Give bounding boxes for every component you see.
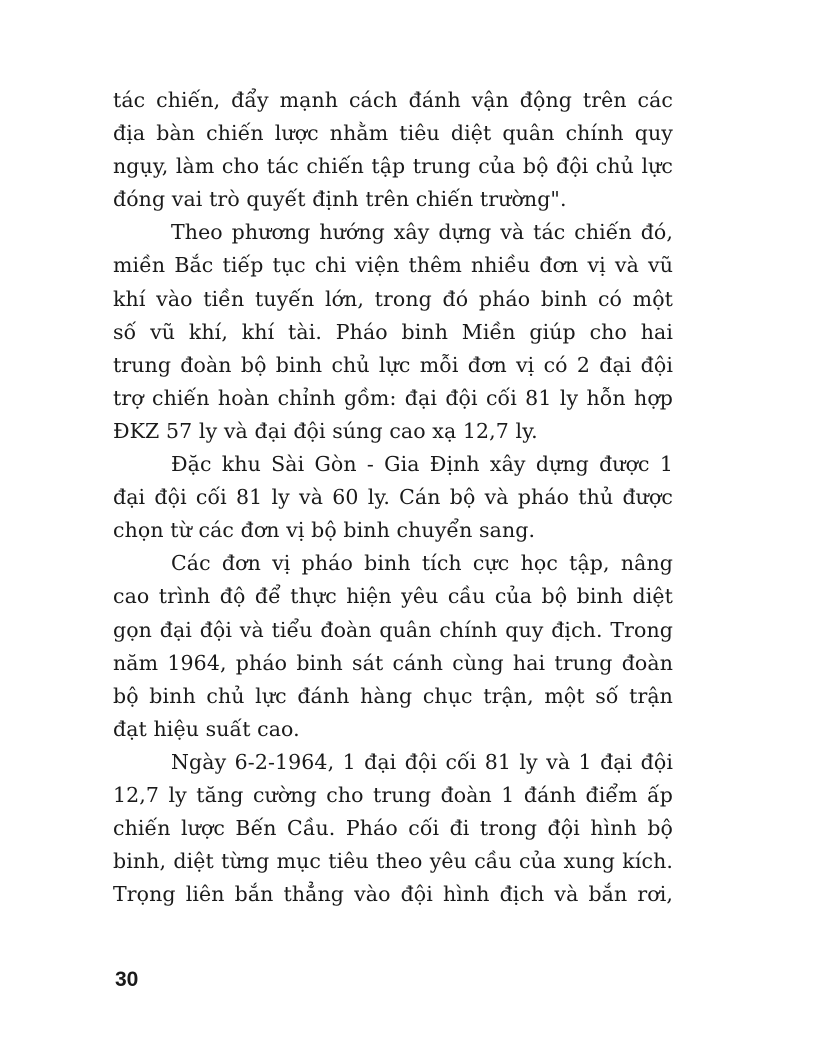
text-line: đóng vai trò quyết định trên chiến trường". [113, 187, 567, 212]
text-line: số vũ khí, khí tài. Pháo binh Miền giúp cho hai [113, 319, 673, 344]
text-line: miền Bắc tiếp tục chi viện thêm nhiều đơn vị và vũ [113, 253, 673, 278]
paragraph-first-line: Các đơn vị pháo binh tích cực học tập, nâng [171, 551, 673, 576]
text-line: binh, diệt từng mục tiêu theo yêu cầu của xung kích. [113, 849, 673, 874]
text-line: Trọng liên bắn thẳng vào đội hình địch và bắn rơi, [113, 882, 673, 907]
text-line: trung đoàn bộ binh chủ lực mỗi đơn vị có 2 đại đội [113, 352, 673, 377]
page-number: 30 [115, 968, 139, 991]
text-line: bộ binh chủ lực đánh hàng chục trận, một số trận [113, 683, 673, 708]
text-line: trợ chiến hoàn chỉnh gồm: đại đội cối 81 ly hỗn hợp [113, 385, 673, 410]
text-line: đạt hiệu suất cao. [113, 716, 300, 741]
paragraph-first-line: Đặc khu Sài Gòn - Gia Định xây dựng được 1 [171, 452, 673, 477]
text-line: cao trình độ để thực hiện yêu cầu của bộ binh diệt [113, 584, 673, 609]
text-line: gọn đại đội và tiểu đoàn quân chính quy địch. Trong [113, 617, 673, 642]
text-line: địa bàn chiến lược nhằm tiêu diệt quân chính quy [113, 121, 673, 146]
text-line: khí vào tiền tuyến lớn, trong đó pháo binh có một [113, 286, 673, 311]
text-line: năm 1964, pháo binh sát cánh cùng hai trung đoàn [113, 650, 673, 675]
text-line: 12,7 ly tăng cường cho trung đoàn 1 đánh điểm ấp [113, 782, 673, 807]
paragraph-first-line: Theo phương hướng xây dựng và tác chiến đó, [171, 220, 673, 245]
text-line: chiến lược Bến Cầu. Pháo cối đi trong đội hình bộ [113, 816, 673, 841]
text-line: chọn từ các đơn vị bộ binh chuyển sang. [113, 518, 536, 543]
text-line: đại đội cối 81 ly và 60 ly. Cán bộ và pháo thủ được [113, 485, 673, 510]
paragraph-first-line: Ngày 6-2-1964, 1 đại đội cối 81 ly và 1 đại đội [171, 749, 673, 774]
text-line: tác chiến, đẩy mạnh cách đánh vận động trên các [113, 88, 673, 112]
text-line: ĐKZ 57 ly và đại đội súng cao xạ 12,7 ly. [113, 418, 538, 443]
body-text [113, 84, 673, 911]
text-line: ngụy, làm cho tác chiến tập trung của bộ đội chủ lực [113, 154, 673, 179]
